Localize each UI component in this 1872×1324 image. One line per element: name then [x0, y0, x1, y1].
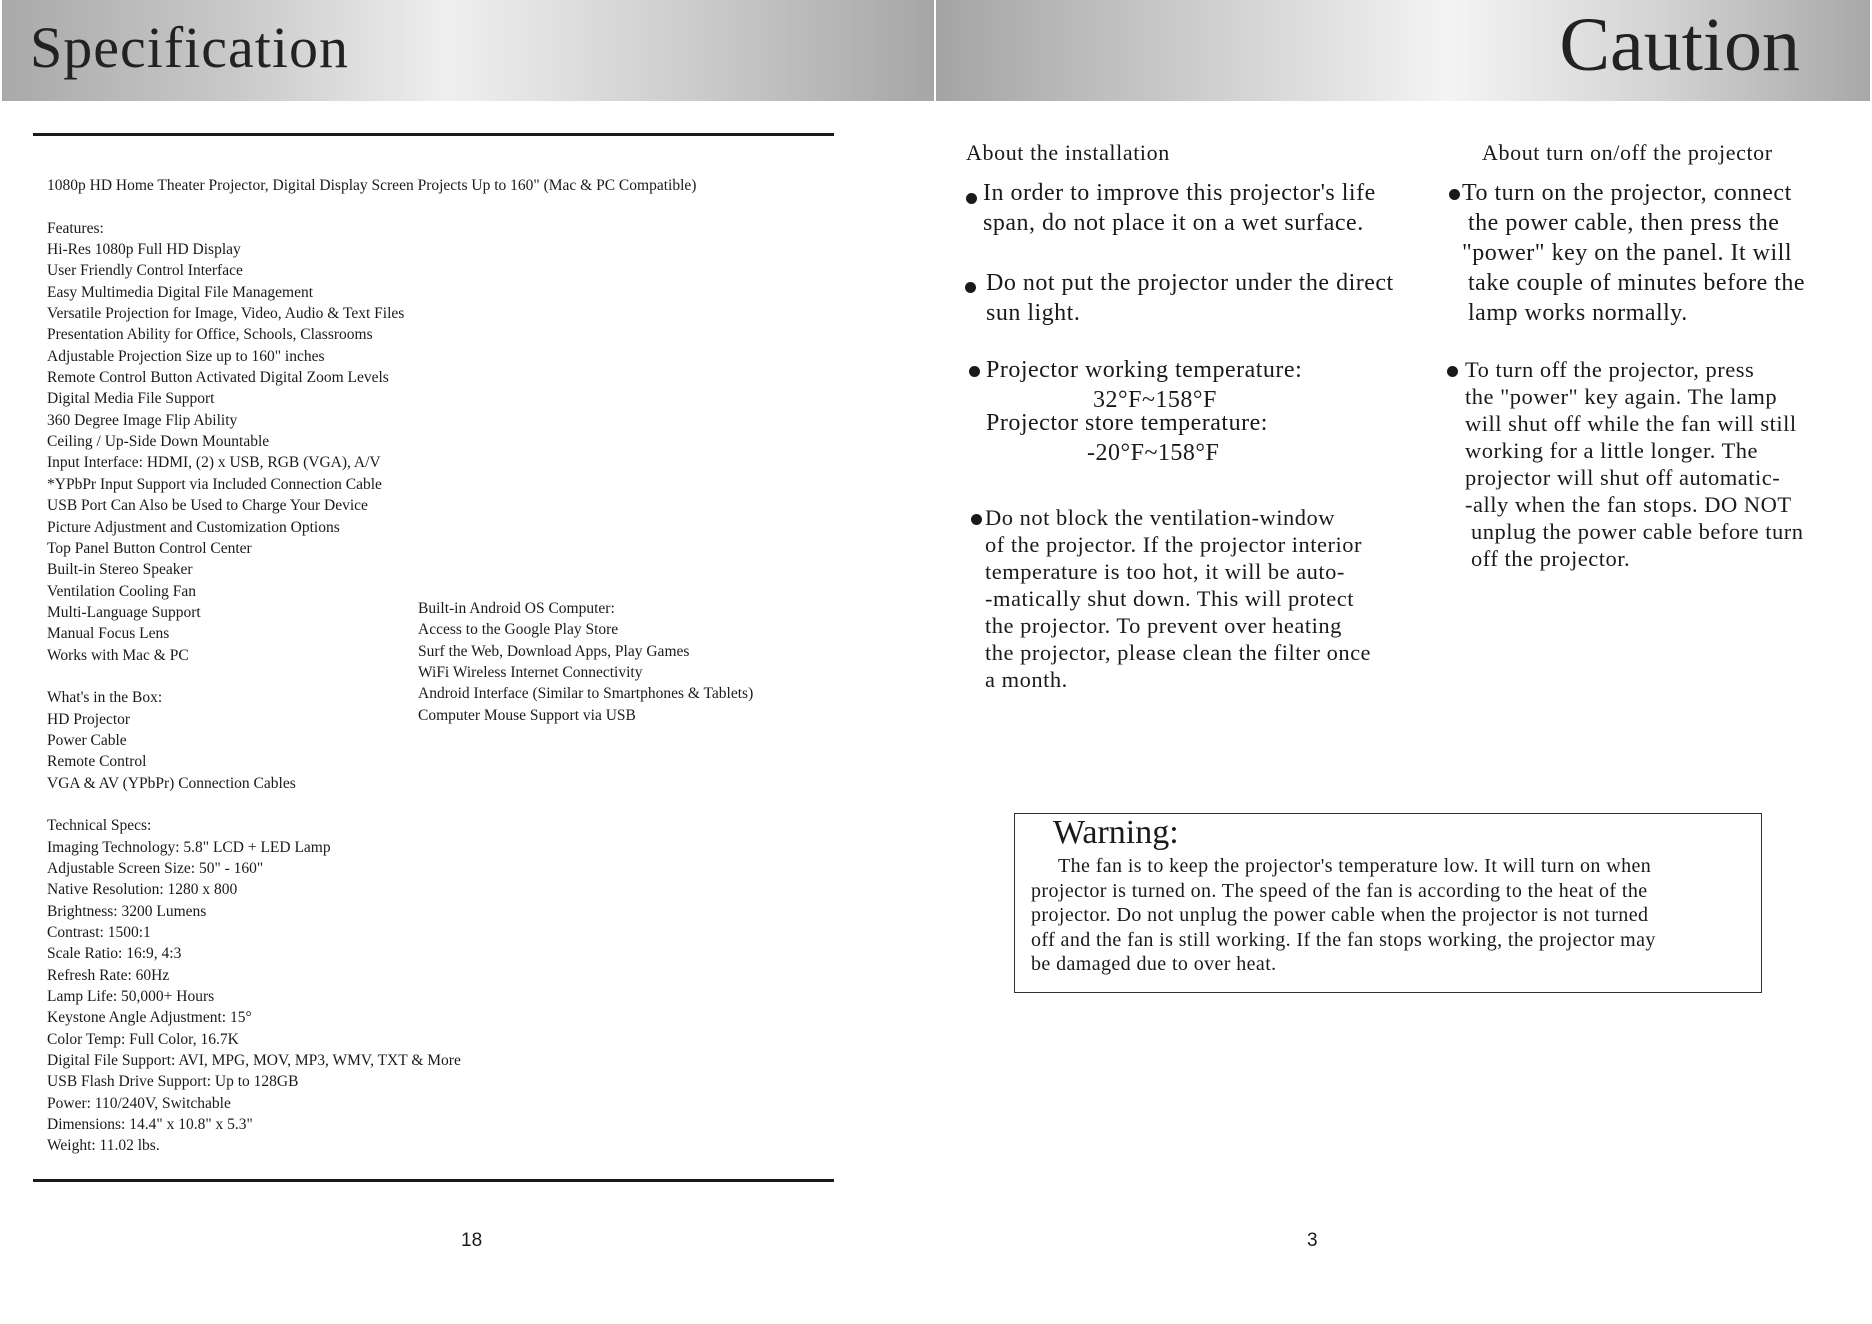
feature-item: Digital Media File Support [47, 390, 215, 408]
feature-item: Multi-Language Support [47, 603, 201, 621]
caution-page: Caution About the installation About turn on/off the projector In order to improve this projector's life span, do not place it on a wet surface. Do not put the projector under the direct sun light. Projector working temperature: 32°F~158°F Projector store temperature: -20°F~158°F Do not block the ventilation-window of the projector. If the projector interior temperature is too hot, it will be auto- -matically shut down. This will protect the projector. To prevent over heating the projector, please clean the filter once a month. To turn on the projector, connect the power cable, then press the "power" key on the panel. It will take couple of minutes before the lamp works normally. To turn off the projector, press the "power" key again. The lamp will shut off while the fan will still working for a little longer. The projector will shut off automatic- -ally when the fan stops. DO NOT unplug the power cable before turn off the projector. Warning: The fan is to keep the projector's temperature low. It will turn on when projector is turned on. The speed of the fan is according to the heat of the projector. Do not unplug the power cable when the projector is not turned off and the fan is still working. If the fan stops working, the projector may be damaged due to over heat. 3 [936, 0, 1872, 1324]
feature-item: Works with Mac & PC [47, 646, 189, 664]
tech-spec-item: Scale Ratio: 16:9, 4:3 [47, 945, 182, 963]
android-list [418, 598, 753, 726]
page-title: Caution [1559, 3, 1800, 87]
feature-item: *YPbPr Input Support via Included Connection Cable [47, 475, 382, 493]
bullet-dot [969, 366, 980, 377]
feature-item: USB Port Can Also be Used to Charge Your Device [47, 497, 368, 515]
top-divider [33, 133, 834, 136]
feature-item: Remote Control Button Activated Digital Zoom Levels [47, 369, 389, 387]
tech-spec-item: Native Resolution: 1280 x 800 [47, 881, 238, 899]
bullet-dot [966, 193, 977, 204]
feature-item: Built-in Stereo Speaker [47, 561, 193, 579]
feature-item: Top Panel Button Control Center [47, 539, 252, 557]
tech-spec-item: Refresh Rate: 60Hz [47, 966, 170, 984]
tech-spec-item: Adjustable Screen Size: 50" - 160" [47, 860, 264, 877]
tech-spec-item: Dimensions: 14.4" x 10.8" x 5.3" [47, 1116, 253, 1134]
warning-line: be damaged due to over heat. [1031, 953, 1277, 975]
tech-heading: Technical Specs: [47, 817, 152, 835]
tech-spec-item: Power: 110/240V, Switchable [47, 1094, 231, 1112]
android-item: Access to the Google Play Store [418, 621, 619, 639]
feature-item: Manual Focus Lens [47, 625, 170, 643]
feature-item: Input Interface: HDMI, (2) x USB, RGB (VGA), A/V [47, 454, 381, 472]
feature-item: User Friendly Control Interface [47, 262, 243, 280]
feature-item: Picture Adjustment and Customization Options [47, 518, 340, 536]
page-header [2, 0, 934, 101]
android-item: WiFi Wireless Internet Connectivity [418, 664, 643, 682]
page-header [936, 0, 1870, 101]
box-heading: What's in the Box: [47, 689, 163, 707]
android-item: Android Interface (Similar to Smartphones & Tablets) [418, 685, 754, 703]
bullet-dot [1447, 366, 1458, 377]
feature-item: Versatile Projection for Image, Video, Audio & Text Files [47, 305, 405, 323]
android-item: Computer Mouse Support via USB [418, 706, 636, 724]
warning-line: projector is turned on. The speed of the fan is according to the heat of the [1031, 879, 1648, 902]
installation-heading: About the installation [966, 140, 1170, 165]
tech-spec-item: Keystone Angle Adjustment: 15° [47, 1009, 252, 1027]
warning-box [1014, 813, 1762, 993]
feature-item: Hi-Res 1080p Full HD Display [47, 241, 241, 259]
bullet-dot [965, 282, 976, 293]
tech-spec-item: USB Flash Drive Support: Up to 128GB [47, 1073, 299, 1091]
feature-item: 360 Degree Image Flip Ability [47, 411, 238, 429]
bullet-dot [1449, 189, 1460, 200]
android-item: Surf the Web, Download Apps, Play Games [418, 642, 690, 660]
tech-spec-item: Weight: 11.02 lbs. [47, 1137, 160, 1155]
tech-spec-item: Imaging Technology: 5.8" LCD + LED Lamp [47, 838, 331, 856]
tech-spec-item: Contrast: 1500:1 [47, 924, 151, 942]
feature-item: Adjustable Projection Size up to 160" inches [47, 347, 325, 365]
tech-spec-item: Lamp Life: 50,000+ Hours [47, 988, 215, 1006]
feature-item: Easy Multimedia Digital File Management [47, 283, 314, 301]
product-line: 1080p HD Home Theater Projector, Digital Display Screen Projects Up to 160" (Mac & PC Compatible) [47, 177, 697, 194]
bullet-dot [971, 514, 982, 525]
power-heading: About turn on/off the projector [1482, 140, 1773, 165]
box-item: VGA & AV (YPbPr) Connection Cables [47, 774, 296, 792]
page-number: 18 [461, 1230, 483, 1251]
warning-title: Warning: [1053, 814, 1179, 851]
feature-item: Ceiling / Up-Side Down Mountable [47, 433, 270, 451]
box-item: HD Projector [47, 710, 131, 728]
tech-spec-item: Color Temp: Full Color, 16.7K [47, 1030, 239, 1048]
warning-line: off and the fan is still working. If the fan stops working, the projector may [1031, 928, 1656, 951]
page-number: 3 [1307, 1230, 1318, 1251]
tech-spec-item: Digital File Support: AVI, MPG, MOV, MP3, WMV, TXT & More [47, 1052, 461, 1070]
warning-line: The fan is to keep the projector's temperature low. It will turn on when [1058, 855, 1652, 877]
feature-item: Ventilation Cooling Fan [47, 582, 196, 600]
page-title: Specification [30, 15, 350, 80]
box-item: Remote Control [47, 753, 147, 771]
warning-line: projector. Do not unplug the power cable when the projector is not turned [1031, 904, 1649, 926]
warning-text [1031, 854, 1656, 977]
tech-spec-item: Brightness: 3200 Lumens [47, 902, 207, 920]
android-heading: Built-in Android OS Computer: [418, 600, 615, 617]
features-heading: Features: [47, 219, 104, 237]
bottom-divider [33, 1179, 834, 1182]
box-item: Power Cable [47, 731, 127, 749]
feature-item: Presentation Ability for Office, Schools, Classrooms [47, 326, 373, 344]
